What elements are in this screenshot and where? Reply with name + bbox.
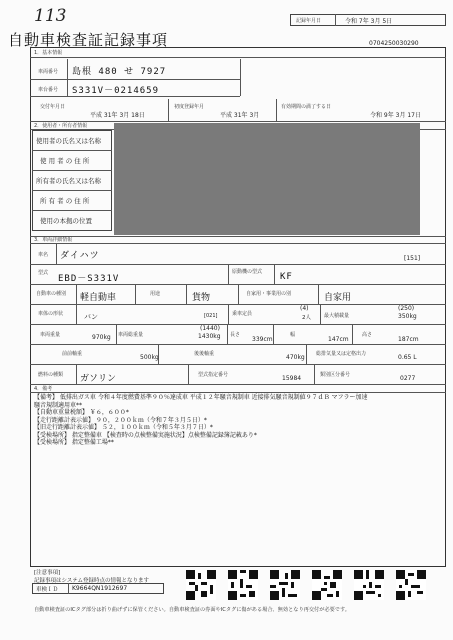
maxload-top: (250) <box>398 305 415 312</box>
maker-value: ダイハツ <box>60 251 100 261</box>
height-value: 187cm <box>398 336 419 343</box>
fuel-value: ガソリン <box>80 374 117 384</box>
section-user-heading: 2．使用者・所有者情報 <box>34 123 88 129</box>
document-number: 0704250030290 <box>369 40 419 47</box>
owner-label-base-location: 使用の本拠の位置 <box>40 217 92 225</box>
model-label: 型式 <box>38 270 49 276</box>
weight-value: 970kg <box>92 334 111 341</box>
qr-code-5 <box>354 570 384 600</box>
displacement-value: 0.65 L <box>398 354 417 361</box>
gross-value: 1430kg <box>198 333 221 340</box>
maxload-label: 最大積載量 <box>324 313 350 319</box>
issue-date-label: 交付年月日 <box>40 104 66 110</box>
notes-heading: [注意事項] <box>34 570 61 576</box>
owner-label-owner-address: 所 有 者 の 住 所 <box>40 197 90 205</box>
type-approval-value: 15984 <box>282 375 302 382</box>
ic-id-label: 車検ＩＤ <box>36 587 59 593</box>
owner-label-user-name: 使用者の氏名又は名称 <box>36 137 101 145</box>
expiry-value: 令和 9年 3月 17日 <box>370 112 421 119</box>
kind-label: 自動車の種別 <box>36 291 67 297</box>
model-value: EBD－S331V <box>58 274 120 284</box>
qr-code-3 <box>270 570 300 600</box>
owner-label-owner-name: 所有者の氏名又は名称 <box>36 177 101 185</box>
maker-label: 車名 <box>38 252 49 258</box>
maxload-value: 350kg <box>398 313 417 320</box>
qr-code-4 <box>312 570 342 600</box>
remark-line: 【走行距離計表示値】 ９０，２００ｋｍ（令和７年３月５日）* <box>34 416 207 424</box>
body-label: 車体の形状 <box>38 311 64 317</box>
rear-axle-label: 後後軸重 <box>194 351 215 357</box>
reg-number-label: 車両番号 <box>38 69 59 75</box>
engine-value: KF <box>280 272 293 282</box>
body-code: [021] <box>204 313 218 319</box>
owner-info-redaction <box>114 123 420 235</box>
fuel-label: 燃料の種類 <box>38 372 64 378</box>
remark-line: 騒音規制適用車** <box>34 401 83 409</box>
category-label: 類別区分番号 <box>320 372 351 378</box>
section-remarks-heading: 4．備考 <box>34 386 53 392</box>
kind-value: 軽自動車 <box>80 293 117 303</box>
chassis-value: S331V－0214659 <box>72 86 160 96</box>
remark-line: 【備考】 低排出ガス車 令和４年度燃費基準９０％達成車 平成１２年騒音規制車 近接排気騒音規制値９７ｄＢ マフラー加速 <box>34 394 368 401</box>
category-value: 0277 <box>400 375 416 382</box>
owner-label-user-address: 使 用 者 の 住 所 <box>40 157 90 165</box>
capacity-label: 乗車定員 <box>232 311 253 317</box>
weight-label: 車両重量 <box>40 332 61 338</box>
use-label: 用途 <box>150 291 161 297</box>
expiry-label: 有効期間の満了する日 <box>281 104 332 110</box>
gross-label: 車両総重量 <box>118 332 144 338</box>
width-label: 幅 <box>290 332 296 338</box>
notes-text: 記録事項はシステム登録時点の情報となります <box>34 578 149 584</box>
reg-number-value: 島根 480 せ 7927 <box>72 67 167 77</box>
remark-line: 【自動車重量税額】 ￥６，６００* <box>34 409 129 416</box>
height-label: 高さ <box>362 332 373 338</box>
footer-note: 自動車検査証のICタグ部分は折り曲げずに保管ください。自動車検査証の券面やICタグに傷がある場合、無効となり再交付が必要です。 <box>34 607 350 613</box>
issue-date-value: 平成 31年 3月 18日 <box>90 112 145 119</box>
displacement-label: 総排気量又は定格出力 <box>316 351 367 357</box>
capacity-value: 2人 <box>302 315 311 321</box>
maker-code: [151] <box>404 255 421 262</box>
length-value: 339cm <box>252 336 273 343</box>
front-axle-value: 500kg <box>140 354 159 361</box>
ic-id-value: K9664QN1912697 <box>72 585 128 592</box>
remarks-block <box>34 394 444 447</box>
section-basic-heading: 1．基本情報 <box>34 50 63 56</box>
first-reg-label: 初度登録年月 <box>174 104 205 110</box>
handwritten-number: 113 <box>34 6 67 26</box>
length-label: 長さ <box>230 332 241 338</box>
engine-label: 原動機の型式 <box>232 269 263 275</box>
gross-top: (1440) <box>200 325 220 332</box>
page-title: 自動車検査証記録事項 <box>8 31 169 49</box>
body-value: バン <box>84 313 98 321</box>
remark-line: 【受検場所】 指定整備車 【検査時の点検整備実施状況】点検整備記録簿記載あり* <box>34 431 257 439</box>
front-axle-label: 前前軸重 <box>62 351 83 357</box>
rear-axle-value: 470kg <box>286 354 305 361</box>
remark-line: 【旧走行距離計表示値】 ５２，１００ｋｍ（令和５年３月７日）* <box>34 424 213 431</box>
section-vehicle-heading: 3．車両詳細情報 <box>34 237 73 243</box>
width-value: 147cm <box>328 336 349 343</box>
private-label: 自家用・事業用の別 <box>246 291 292 297</box>
record-date-label: 記録年月日 <box>296 18 322 24</box>
qr-code-1 <box>186 570 216 600</box>
qr-code-6 <box>396 570 426 600</box>
use-value: 貨物 <box>192 293 211 303</box>
private-value: 自家用 <box>324 293 352 303</box>
qr-code-2 <box>228 570 258 600</box>
remark-line: 【受検場所】 指定整備工場** <box>34 439 114 446</box>
chassis-label: 車台番号 <box>38 87 59 93</box>
first-reg-value: 平成 31年 3月 <box>220 112 260 119</box>
record-date-value: 令和 7年 3月 5日 <box>345 18 393 25</box>
capacity-top: (4) <box>300 305 309 312</box>
type-approval-label: 型式指定番号 <box>198 372 229 378</box>
